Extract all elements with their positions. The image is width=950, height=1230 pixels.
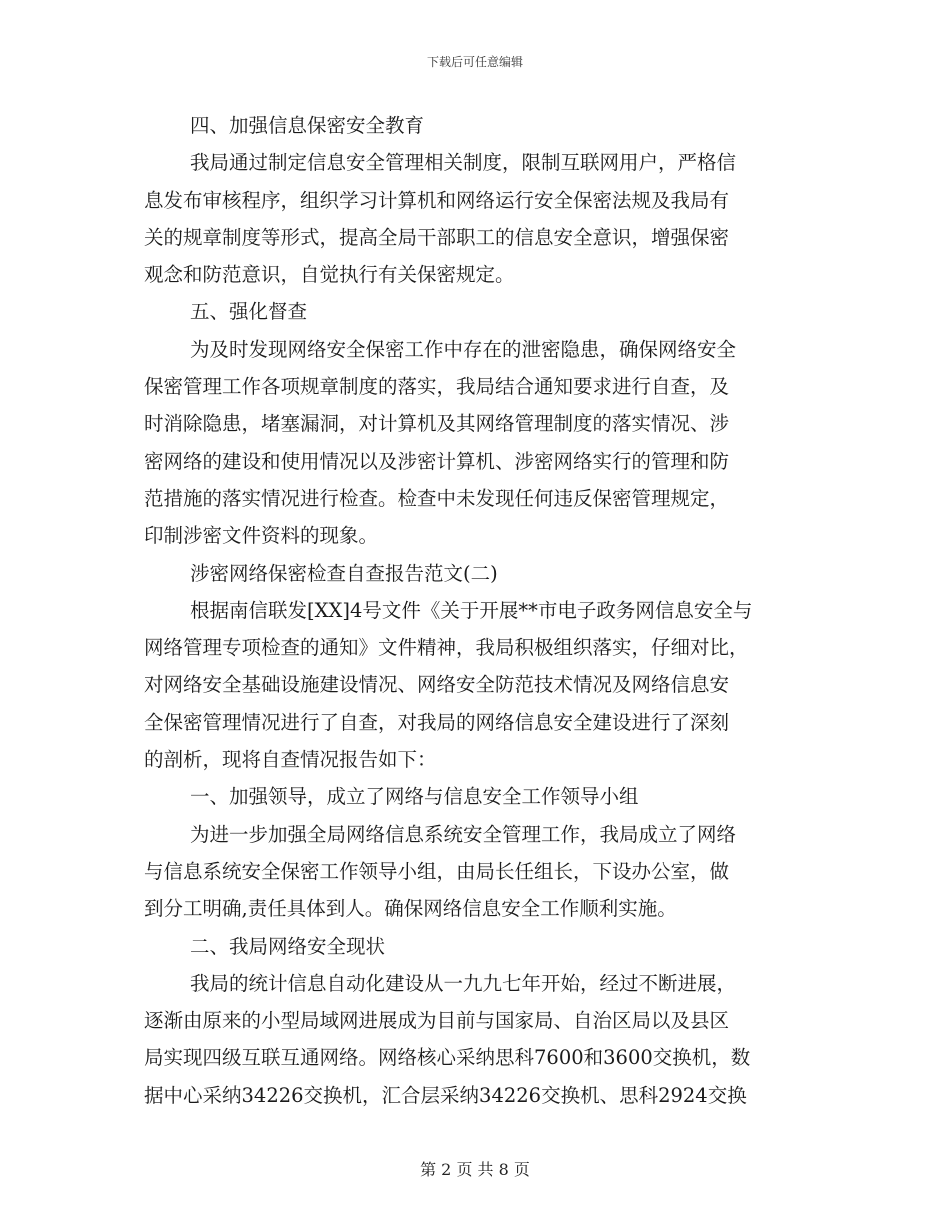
text-line: 我局的统计信息自动化建设从一九九七年开始，经过不断进展， — [190, 971, 737, 995]
text-line: 我局通过制定信息安全管理相关制度，限制互联网用户，严格信 — [190, 151, 737, 175]
text-line: 的剖析，现将自查情况报告如下： — [144, 748, 437, 772]
text-line: 印制涉密文件资料的现象。 — [144, 524, 379, 548]
text-line: 四、加强信息保密安全教育 — [190, 114, 425, 137]
text-line: 与信息系统安全保密工作领导小组，由局长任组长，下设办公室，做 — [144, 859, 730, 883]
text-line: 一、加强领导，成立了网络与信息安全工作领导小组 — [190, 785, 639, 809]
text-line: 据中心采纳34226交换机，汇合层采纳34226交换机、思科2924交换 — [144, 1083, 747, 1107]
page-header: 下载后可任意编辑 — [426, 55, 523, 69]
text-line: 观念和防范意识，自觉执行有关保密规定。 — [144, 263, 515, 287]
text-line: 二、我局网络安全现状 — [190, 934, 386, 958]
text-line: 网络管理专项检查的通知》文件精神，我局积极组织落实，仔细对比， — [144, 636, 749, 660]
text-line: 五、强化督查 — [190, 300, 308, 324]
text-line: 为进一步加强全局网络信息系统安全管理工作，我局成立了网络 — [190, 822, 737, 846]
text-line: 全保密管理情况进行了自查，对我局的网络信息安全建设进行了深刻 — [144, 710, 730, 734]
text-line: 时消除隐患，堵塞漏洞，对计算机及其网络管理制度的落实情况、涉 — [144, 412, 730, 436]
text-line: 关的规章制度等形式，提高全局干部职工的信息安全意识，增强保密 — [144, 225, 730, 249]
page-footer: 第 2 页 共 8 页 — [420, 1160, 530, 1179]
text-line: 对网络安全基础设施建设情况、网络安全防范技术情况及网络信息安 — [144, 673, 730, 697]
text-line: 根据南信联发[XX]4号文件《关于开展**市电子政务网信息安全与 — [190, 598, 753, 622]
text-line: 密网络的建设和使用情况以及涉密计算机、涉密网络实行的管理和防 — [144, 449, 730, 473]
document-body — [144, 107, 804, 1114]
text-line: 为及时发现网络安全保密工作中存在的泄密隐患，确保网络安全 — [190, 337, 737, 361]
text-line: 息发布审核程序，组织学习计算机和网络运行安全保密法规及我局有 — [144, 188, 730, 212]
text-line: 逐渐由原来的小型局域网进展成为目前与国家局、自治区局以及县区 — [144, 1009, 730, 1033]
text-line: 涉密网络保密检查自查报告范文(二) — [190, 561, 498, 585]
text-line: 范措施的落实情况进行检查。检查中未发现任何违反保密管理规定， — [144, 486, 730, 510]
text-line: 局实现四级互联互通网络。网络核心采纳思科7600和3600交换机，数 — [144, 1046, 751, 1070]
text-line: 到分工明确,责任具体到人。确保网络信息安全工作顺利实施。 — [144, 897, 677, 921]
text-line: 保密管理工作各项规章制度的落实，我局结合通知要求进行自查，及 — [144, 375, 730, 399]
